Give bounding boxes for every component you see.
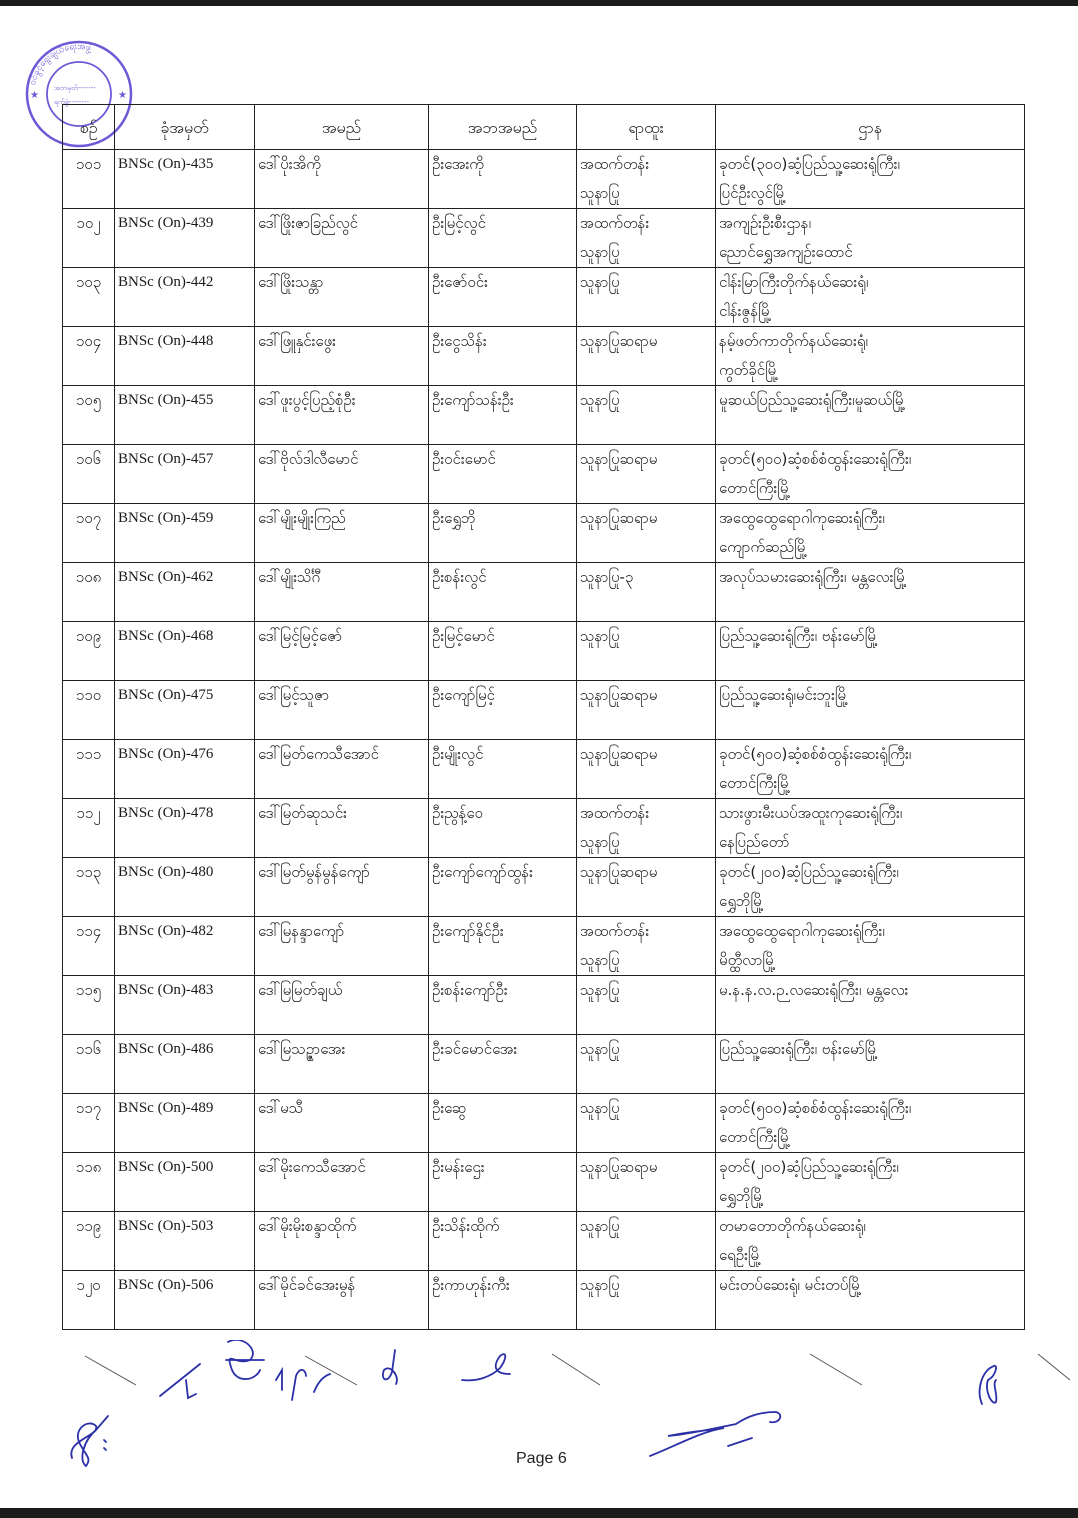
position-cell: အထက်တန်း သူနာပြု <box>577 150 716 209</box>
father-name-cell: ဦးစန်းကျော်ဦး <box>429 976 577 1035</box>
father-name-cell: ဦးကာဟုန်းကီး <box>429 1271 577 1330</box>
father-name-cell: ဦးကျော်နိုင်ဦး <box>429 917 577 976</box>
serial-cell: ၁၁၉ <box>63 1212 115 1271</box>
signature-6-icon <box>71 1416 108 1466</box>
table-row <box>63 445 1025 504</box>
roll-number-cell: BNSc (On)-459 <box>115 504 255 563</box>
position-cell: သူနာပြုဆရာမ <box>577 445 716 504</box>
name-cell: ဒေါ်ဖြူနှင်းဖွေး <box>255 327 429 386</box>
father-name-cell: ဦးမြင့်လွင် <box>429 209 577 268</box>
serial-cell: ၁၁၇ <box>63 1094 115 1153</box>
header-department: ဌာန <box>716 105 1025 150</box>
strike-mark <box>552 1354 600 1385</box>
position-cell: သူနာပြု <box>577 1035 716 1094</box>
father-name-cell: ဦးငွေသိန်း <box>429 327 577 386</box>
roll-number-cell: BNSc (On)-475 <box>115 681 255 740</box>
position-cell: အထက်တန်း သူနာပြု <box>577 209 716 268</box>
department-cell: အလုပ်သမားဆေးရုံကြီး၊ မန္တလေးမြို့ <box>716 563 1025 622</box>
table-row <box>63 681 1025 740</box>
roll-number-cell: BNSc (On)-506 <box>115 1271 255 1330</box>
name-cell: ဒေါ်ဗိုလ်ဒါလီမောင် <box>255 445 429 504</box>
signature-1-icon <box>160 1364 200 1398</box>
roll-number-cell: BNSc (On)-457 <box>115 445 255 504</box>
serial-cell: ၁၀၅ <box>63 386 115 445</box>
department-cell: အထွေထွေရောဂါကုဆေးရုံကြီး၊ မိတ္ထီလာမြို့ <box>716 917 1025 976</box>
table-row <box>63 1094 1025 1153</box>
position-cell: သူနာပြု <box>577 268 716 327</box>
table-row <box>63 386 1025 445</box>
department-cell: အထွေထွေရောဂါကုဆေးရုံကြီး၊ ကျောက်ဆည်မြို့ <box>716 504 1025 563</box>
serial-cell: ၁၀၃ <box>63 268 115 327</box>
roll-number-cell: BNSc (On)-476 <box>115 740 255 799</box>
serial-cell: ၁၁၄ <box>63 917 115 976</box>
serial-cell: ၁၁၃ <box>63 858 115 917</box>
position-cell: သူနာပြုဆရာမ <box>577 740 716 799</box>
name-cell: ဒေါ်မသီ <box>255 1094 429 1153</box>
roll-number-cell: BNSc (On)-483 <box>115 976 255 1035</box>
top-frame-bar <box>0 0 1078 6</box>
serial-cell: ၁၀၂ <box>63 209 115 268</box>
bottom-frame-bar <box>0 1508 1078 1518</box>
table-row <box>63 799 1025 858</box>
serial-cell: ၁၀၄ <box>63 327 115 386</box>
table-row <box>63 209 1025 268</box>
svg-text:★: ★ <box>118 90 127 101</box>
position-cell: အထက်တန်း သူနာပြု <box>577 917 716 976</box>
department-cell: ပြည်သူ့ဆေးရုံ၊မင်းဘူးမြို့ <box>716 681 1025 740</box>
svg-text:★: ★ <box>30 90 39 101</box>
serial-cell: ၁၁၅ <box>63 976 115 1035</box>
name-cell: ဒေါ်မြနန္ဒာကျော် <box>255 917 429 976</box>
department-cell: ခုတင်(၅၀၀)ဆံ့စစ်စံထွန်းဆေးရုံကြီး၊ တောင်ကြီးမြို့ <box>716 740 1025 799</box>
roll-number-cell: BNSc (On)-500 <box>115 1153 255 1212</box>
page-number: Page 6 <box>516 1450 567 1467</box>
position-cell: သူနာပြုဆရာမ <box>577 1153 716 1212</box>
signature-8-icon <box>980 1366 997 1404</box>
position-cell: သူနာပြု <box>577 1094 716 1153</box>
name-cell: ဒေါ်ဖြိုးသန္တာ <box>255 268 429 327</box>
roll-number-cell: BNSc (On)-468 <box>115 622 255 681</box>
father-name-cell: ဦးရွှေဘို <box>429 504 577 563</box>
header-serial: စဥ် <box>63 105 115 150</box>
father-name-cell: ဦးမန်းဌေး <box>429 1153 577 1212</box>
department-cell: ပြည်သူ့ဆေးရုံကြီး၊ ဗန်းမော်မြို့ <box>716 1035 1025 1094</box>
name-cell: ဒေါ်မိုင်ခင်အေးမွန် <box>255 1271 429 1330</box>
department-cell: ပြည်သူ့ဆေးရုံကြီး၊ ဗန်းမော်မြို့ <box>716 622 1025 681</box>
roll-number-cell: BNSc (On)-455 <box>115 386 255 445</box>
header-roll-number: ခုံအမှတ် <box>115 105 255 150</box>
stamp-ring-text: ဝင်ခွင့်ရွေးချယ်ရေးအဖွဲ့ <box>27 41 92 87</box>
serial-cell: ၁၀၆ <box>63 445 115 504</box>
table-header-row <box>63 105 1025 150</box>
position-cell: သူနာပြု <box>577 622 716 681</box>
table-row <box>63 327 1025 386</box>
signature-4-icon <box>383 1350 397 1384</box>
serial-cell: ၁၁၂ <box>63 799 115 858</box>
father-name-cell: ဦးစန်းလွင် <box>429 563 577 622</box>
father-name-cell: ဦးညွန့်ဝေ <box>429 799 577 858</box>
position-cell: သူနာပြုဆရာမ <box>577 858 716 917</box>
name-cell: ဒေါ်မျိုးသိင်္ဂီ <box>255 563 429 622</box>
table-row <box>63 740 1025 799</box>
father-name-cell: ဦးမျိုးလွင် <box>429 740 577 799</box>
name-cell: ဒေါ်မြင့်မြင့်ဇော် <box>255 622 429 681</box>
table-row <box>63 1153 1025 1212</box>
position-cell: သူနာပြု <box>577 976 716 1035</box>
roster-body <box>63 150 1025 1330</box>
header-father-name: အဘအမည် <box>429 105 577 150</box>
roll-number-cell: BNSc (On)-448 <box>115 327 255 386</box>
table-row <box>63 1035 1025 1094</box>
department-cell: ခုတင်(၅၀၀)ဆံ့စစ်စံထွန်းဆေးရုံကြီး၊ တောင်ကြီးမြို့ <box>716 445 1025 504</box>
table-row <box>63 917 1025 976</box>
name-cell: ဒေါ်မိုးကေသီအောင် <box>255 1153 429 1212</box>
stamp-line-2: ရက်စွဲ-------- <box>54 98 90 106</box>
father-name-cell: ဦးဝင်းမောင် <box>429 445 577 504</box>
name-cell: ဒေါ်ဖူးပွင့်ပြည့်စုံဦး <box>255 386 429 445</box>
table-row <box>63 622 1025 681</box>
serial-cell: ၁၁၁ <box>63 740 115 799</box>
name-cell: ဒေါ်မြတ်ဆုသင်း <box>255 799 429 858</box>
position-cell: သူနာပြု-၃ <box>577 563 716 622</box>
name-cell: ဒေါ်မြတ်ကေသီအောင် <box>255 740 429 799</box>
department-cell: ခုတင်(၂၀၀)ဆံ့ပြည်သူ့ဆေးရုံကြီး၊ ရွှေဘိုမြို့ <box>716 858 1025 917</box>
department-cell: ခုတင်(၃၀၀)ဆံ့ပြည်သူ့ဆေးရုံကြီး၊ ပြင်ဦးလွင်မြို့ <box>716 150 1025 209</box>
department-cell: ခုတင်(၅၀၀)ဆံ့စစ်စံထွန်းဆေးရုံကြီး၊ တောင်ကြီးမြို့ <box>716 1094 1025 1153</box>
roll-number-cell: BNSc (On)-489 <box>115 1094 255 1153</box>
father-name-cell: ဦးကျော်မြင့် <box>429 681 577 740</box>
father-name-cell: ဦးခင်မောင်အေး <box>429 1035 577 1094</box>
roll-number-cell: BNSc (On)-435 <box>115 150 255 209</box>
table-row <box>63 563 1025 622</box>
name-cell: ဒေါ်မြသဥ္ဇာအေး <box>255 1035 429 1094</box>
signature-3-icon <box>276 1370 330 1400</box>
roll-number-cell: BNSc (On)-442 <box>115 268 255 327</box>
father-name-cell: ဦးသိန်းထိုက် <box>429 1212 577 1271</box>
serial-cell: ၁၂၀ <box>63 1271 115 1330</box>
header-name: အမည် <box>255 105 429 150</box>
strike-mark <box>810 1354 862 1385</box>
name-cell: ဒေါ်မြင့်သူဇာ <box>255 681 429 740</box>
position-cell: သူနာပြုဆရာမ <box>577 504 716 563</box>
roll-number-cell: BNSc (On)-486 <box>115 1035 255 1094</box>
roll-number-cell: BNSc (On)-480 <box>115 858 255 917</box>
department-cell: မင်းတပ်ဆေးရုံ၊ မင်းတပ်မြို့ <box>716 1271 1025 1330</box>
department-cell: မ.န.န.လ.ဉ.လဆေးရုံကြီး၊ မန္တလေး <box>716 976 1025 1035</box>
father-name-cell: ဦးဇော်ဝင်း <box>429 268 577 327</box>
position-cell: သူနာပြုဆရာမ <box>577 327 716 386</box>
department-cell: ခုတင်(၂၀၀)ဆံ့ပြည်သူ့ဆေးရုံကြီး၊ ရွှေဘိုမြို့ <box>716 1153 1025 1212</box>
table-row <box>63 268 1025 327</box>
position-cell: သူနာပြု <box>577 1271 716 1330</box>
name-cell: ဒေါ်ဖြိုးဇာခြည်လွင် <box>255 209 429 268</box>
name-cell: ဒေါ်ပိုးအိကို <box>255 150 429 209</box>
table-row <box>63 504 1025 563</box>
signature-7-icon <box>650 1412 780 1456</box>
name-cell: ဒေါ်မိုးမိုးစန္ဒာထိုက် <box>255 1212 429 1271</box>
name-cell: ဒေါ်မျိုးမျိုးကြည် <box>255 504 429 563</box>
department-cell: အကျဉ်းဦးစီးဌာန၊ ညောင်ရွှေအကျဉ်းထောင် <box>716 209 1025 268</box>
roll-number-cell: BNSc (On)-462 <box>115 563 255 622</box>
signature-5-icon <box>462 1354 510 1380</box>
stamp-line-1: အဘမှတ်------- <box>54 84 96 92</box>
position-cell: အထက်တန်း သူနာပြု <box>577 799 716 858</box>
roll-number-cell: BNSc (On)-439 <box>115 209 255 268</box>
position-cell: သူနာပြုဆရာမ <box>577 681 716 740</box>
table-row <box>63 150 1025 209</box>
serial-cell: ၁၀၁ <box>63 150 115 209</box>
father-name-cell: ဦးဆွေ <box>429 1094 577 1153</box>
father-name-cell: ဦးအေးကို <box>429 150 577 209</box>
position-cell: သူနာပြု <box>577 386 716 445</box>
name-cell: ဒေါ်မြမြတ်ချယ် <box>255 976 429 1035</box>
strike-mark <box>1038 1354 1070 1380</box>
name-cell: ဒေါ်မြတ်မွန်မွန်ကျော် <box>255 858 429 917</box>
department-cell: နမ့်ဖတ်ကာတိုက်နယ်ဆေးရုံ၊ ကွတ်ခိုင်မြို့ <box>716 327 1025 386</box>
serial-cell: ၁၁၀ <box>63 681 115 740</box>
roll-number-cell: BNSc (On)-482 <box>115 917 255 976</box>
serial-cell: ၁၀၉ <box>63 622 115 681</box>
father-name-cell: ဦးမြင့်မောင် <box>429 622 577 681</box>
signature-2-icon <box>226 1340 264 1379</box>
strike-mark <box>85 1356 136 1385</box>
table-row <box>63 1212 1025 1271</box>
header-position: ရာထူး <box>577 105 716 150</box>
serial-cell: ၁၁၈ <box>63 1153 115 1212</box>
serial-cell: ၁၀၇ <box>63 504 115 563</box>
serial-cell: ၁၁၆ <box>63 1035 115 1094</box>
table-row <box>63 976 1025 1035</box>
table-row <box>63 858 1025 917</box>
roll-number-cell: BNSc (On)-503 <box>115 1212 255 1271</box>
table-row <box>63 1271 1025 1330</box>
signatures-area <box>0 1340 1078 1510</box>
department-cell: တမာတောတိုက်နယ်ဆေးရုံ၊ ရေဦးမြို့ <box>716 1212 1025 1271</box>
father-name-cell: ဦးကျော်သန်းဦး <box>429 386 577 445</box>
strike-mark <box>305 1356 357 1385</box>
father-name-cell: ဦးကျော်ကျော်ထွန်း <box>429 858 577 917</box>
position-cell: သူနာပြု <box>577 1212 716 1271</box>
department-cell: ငါန်းမြာကြီးတိုက်နယ်ဆေးရုံ၊ ငါန်းဇွန်မြို့ <box>716 268 1025 327</box>
department-cell: သားဖွားမီးယပ်အထူးကုဆေးရုံကြီး၊ နေပြည်တော် <box>716 799 1025 858</box>
roll-number-cell: BNSc (On)-478 <box>115 799 255 858</box>
serial-cell: ၁၀၈ <box>63 563 115 622</box>
department-cell: မူဆယ်ပြည်သူ့ဆေးရုံကြီး၊မူဆယ်မြို့ <box>716 386 1025 445</box>
roster-table <box>62 104 1025 1330</box>
strike-marks <box>85 1354 1070 1385</box>
